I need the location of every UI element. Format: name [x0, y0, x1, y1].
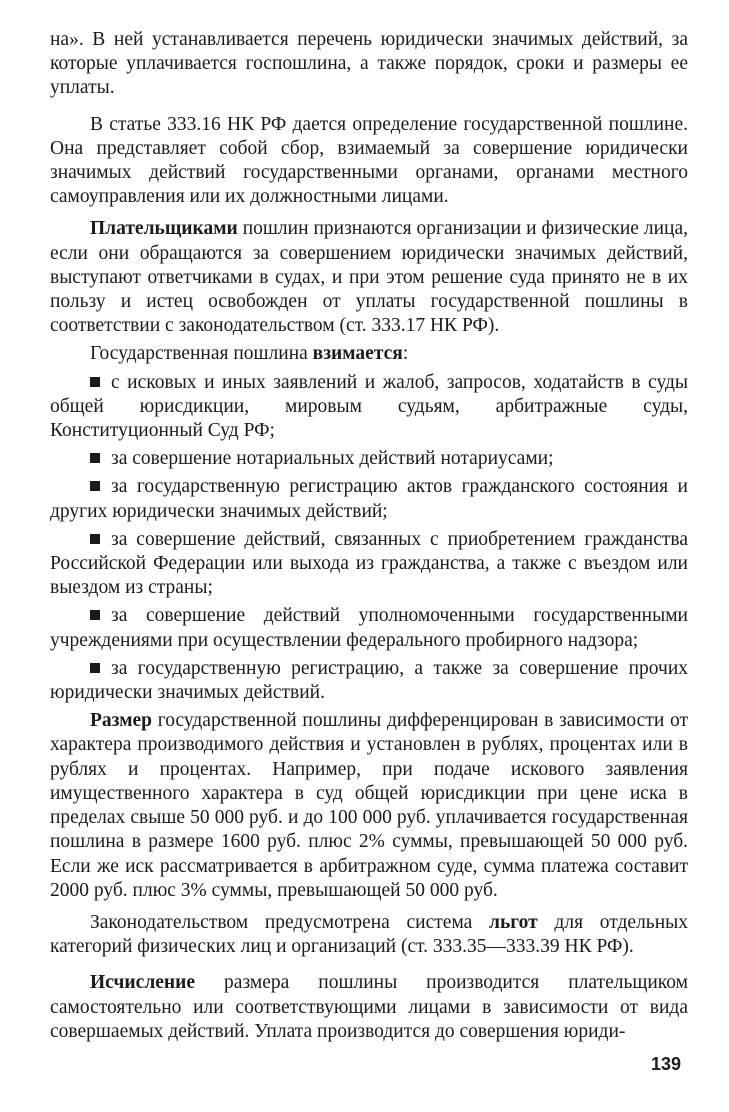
list-item [50, 447, 688, 471]
bullet-square-icon [90, 481, 100, 491]
paragraph-benefits-rest: для отдельных категорий физических лиц и организаций (ст. 333.35—333.39 НК РФ). [50, 911, 688, 958]
paragraph-benefits-text: Законодательством предусмотрена система [90, 911, 490, 933]
list-item-text: за совершение нотариальных действий нотариусами; [111, 448, 554, 470]
bullet-square-icon [90, 663, 100, 673]
paragraph-calculation [50, 971, 688, 1044]
list-item-text: за совершение действий уполномоченными государственными учреждениями при осуществлении федерального пробирного надзора; [50, 605, 688, 651]
list-item [50, 528, 688, 601]
paragraph-levied-text: Государственная пошлина [90, 343, 313, 365]
bullet-square-icon [90, 377, 100, 387]
list-item-text: с исковых и иных заявлений и жалоб, запросов, ходатайств в суды общей юрисдикции, мировым судьям, арбитражные суды, Конституционный Суд РФ; [50, 371, 688, 442]
paragraph-levied [50, 342, 688, 366]
list-item [50, 604, 688, 652]
paragraph-benefits [50, 911, 688, 959]
bullet-square-icon [90, 610, 100, 620]
list-item [50, 657, 688, 705]
term-benefits: льгот [489, 911, 538, 933]
list-item-text: за государственную регистрацию актов гражданского состояния и других юридически значимых действий; [50, 476, 688, 522]
term-levied: взимается [312, 343, 403, 365]
list-item [50, 475, 688, 523]
page-body [50, 28, 688, 1044]
paragraph-levied-colon: : [402, 343, 409, 365]
list-item-text: за государственную регистрацию, а также за совершение прочих юридически значимых действий. [50, 657, 688, 704]
term-payers: Плательщиками [90, 218, 238, 240]
bullet-square-icon [90, 534, 100, 544]
paragraph-payers [50, 217, 688, 338]
paragraph-payers-text: пошлин признаются организации и физические лица, если они обращаются за совершением юридически значимых действий, выступают ответчиками в судах, и при этом решение суда принято не в их пользу и истец освобожден от уплаты государственной пошлины в соответствии с законодательством (ст. 333.17 НК РФ). [50, 218, 688, 337]
bullet-square-icon [90, 453, 100, 463]
paragraph-calculation-text: размера пошлины производится плательщиком самостоятельно или соответствующими лицами в зависимости от вида совершаемых действий. Уплата производится до совершения юриди- [50, 972, 688, 1042]
paragraph-size [50, 709, 688, 903]
paragraph-size-text: государственной пошлины дифференцирован в зависимости от характера производимого действия и установлен в рублях, процентах или в рублях и процентах. Например, при подаче искового заявления имущественного характера в суд общей юрисдикции при цене иска в пределах свыше 50 000 руб. и до 100 000 руб. уплачивается государственная пошлина в размере 1600 руб. плюс 2% суммы, превышающей 50 000 руб. Если же иск рассматривается в арбитражном суде, сумма платежа составит 2000 руб. плюс 3% суммы, превышающей 50 000 руб. [50, 710, 688, 901]
list-item-text: за совершение действий, связанных с приобретением гражданства Российской Федерации или выхода из гражданства, а также с въездом или выездом из страны; [50, 528, 688, 599]
page-number: 139 [650, 1054, 681, 1074]
paragraph-continuation: на». В ней устанавливается перечень юридически значимых действий, за которые уплачивается госпошлина, а также порядок, сроки и размеры ее уплаты. [50, 29, 688, 99]
term-calculation: Исчисление [90, 972, 196, 994]
term-size: Размер [90, 710, 153, 732]
paragraph-definition: В статье 333.16 НК РФ дается определение государственной пошлине. Она представляет собой сбор, взимаемый за совершение юридически значимых действий государственными органами, органами местного самоуправления или их должностными лицами. [50, 113, 688, 208]
list-item [50, 371, 688, 444]
